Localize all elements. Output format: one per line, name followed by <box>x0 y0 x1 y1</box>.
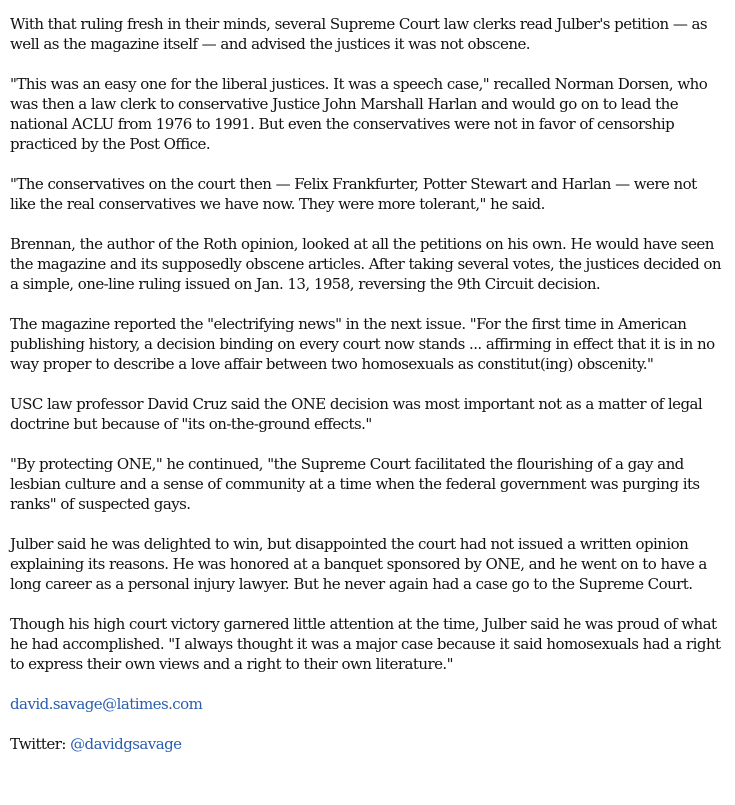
author-twitter-link[interactable]: @davidgsavage <box>70 735 182 753</box>
author-email-link[interactable]: david.savage@latimes.com <box>10 695 203 713</box>
article-paragraph: Brennan, the author of the Roth opinion, looked at all the petitions on his own. He would have seen the magazine and its supposedly obscene articles. After taking several votes, the justices decided on a simple, one-line ruling issued on Jan. 13, 1958, reversing the 9th Circuit decision. <box>10 235 721 293</box>
article-paragraph: With that ruling fresh in their minds, several Supreme Court law clerks read Julber's petition — as well as the magazine itself — and advised the justices it was not obscene. <box>10 15 708 53</box>
article-paragraph: "The conservatives on the court then — Felix Frankfurter, Potter Stewart and Harlan — were not like the real conservatives we have now. They were more tolerant," he said. <box>10 175 697 213</box>
author-email-line <box>10 694 722 714</box>
article-paragraph: Though his high court victory garnered little attention at the time, Julber said he was proud of what he had accomplished. "I always thought it was a major case because it said homosexuals had a right to express their own views and a right to their own literature." <box>10 615 721 673</box>
article-paragraph: The magazine reported the "electrifying news" in the next issue. "For the first time in American publishing history, a decision binding on every court now stands ... affirming in effect that it is in no way proper to describe a love affair between two homosexuals as constitut(ing) obscenity." <box>10 315 715 373</box>
article-paragraph: "By protecting ONE," he continued, "the Supreme Court facilitated the flourishing of a gay and lesbian culture and a sense of community at a time when the federal government was purging its ranks" of suspected gays. <box>10 455 700 513</box>
article-body <box>10 14 722 774</box>
article-paragraph: "This was an easy one for the liberal justices. It was a speech case," recalled Norman Dorsen, who was then a law clerk to conservative Justice John Marshall Harlan and would go on to lead the national ACLU from 1976 to 1991. But even the conservatives were not in favor of censorship practiced by the Post Office. <box>10 75 708 153</box>
article-paragraph: USC law professor David Cruz said the ONE decision was most important not as a matter of legal doctrine but because of "its on-the-ground effects." <box>10 395 703 433</box>
article-paragraph: Julber said he was delighted to win, but disappointed the court had not issued a written opinion explaining its reasons. He was honored at a banquet sponsored by ONE, and he went on to have a long career as a personal injury lawyer. But he never again had a case go to the Supreme Court. <box>10 535 707 593</box>
author-twitter-line <box>10 734 722 754</box>
twitter-label: Twitter: <box>10 735 71 753</box>
